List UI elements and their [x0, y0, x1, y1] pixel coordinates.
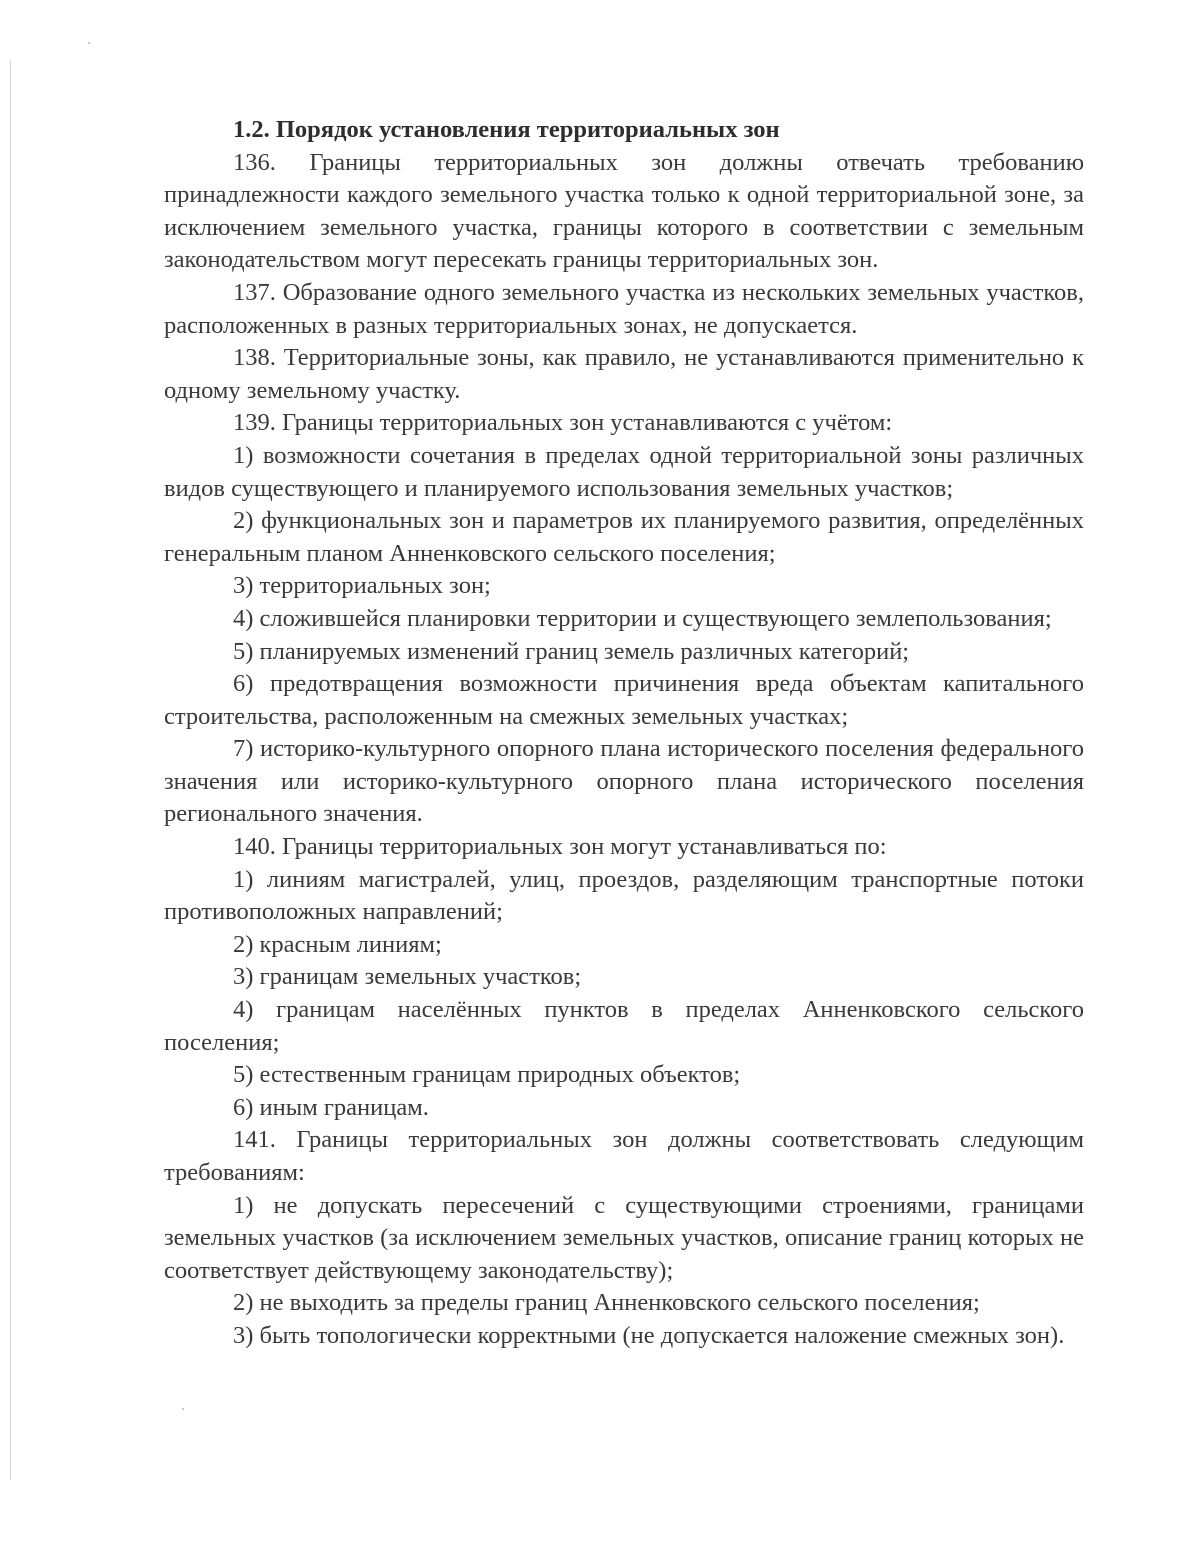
- list-item-139-1: 1) возможности сочетания в пределах одной территориальной зоны различных видов существующего и планируемого использования земельных участков;: [164, 441, 1084, 502]
- list-item-141-3: 3) быть топологически корректными (не допускается наложение смежных зон).: [233, 1321, 1065, 1349]
- list-item-140-2: 2) красным линиям;: [233, 930, 442, 958]
- list-item-140-4: 4) границам населённых пунктов в пределах Анненковского сельского поселения;: [164, 996, 1084, 1056]
- list-item-139-5: 5) планируемых изменений границ земель различных категорий;: [233, 637, 910, 665]
- list-item-139-2: 2) функциональных зон и параметров их планируемого развития, определённых генеральным планом Анненковского сельского поселения;: [164, 507, 1084, 567]
- list-item-140-3: 3) границам земельных участков;: [233, 963, 582, 991]
- list-item-140-1: 1) линиям магистралей, улиц, проездов, разделяющим транспортные потоки противоположных направлений;: [164, 865, 1084, 926]
- section-heading: 1.2. Порядок установления территориальных зон: [233, 116, 780, 143]
- document-body: [164, 114, 1084, 1353]
- paragraph-139: 139. Границы территориальных зон устанавливаются с учётом:: [233, 409, 893, 437]
- paragraph-140: 140. Границы территориальных зон могут устанавливаться по:: [233, 833, 887, 861]
- scan-speck: [88, 42, 90, 44]
- list-item-140-5: 5) естественным границам природных объектов;: [233, 1061, 741, 1089]
- list-item-139-4: 4) сложившейся планировки территории и существующего землепользования;: [233, 604, 1052, 632]
- scan-edge-line: [10, 60, 11, 1480]
- list-item-141-2: 2) не выходить за пределы границ Анненковского сельского поселения;: [233, 1289, 980, 1317]
- list-item-141-1: 1) не допускать пересечений с существующими строениями, границами земельных участков (за исключением земельных участков, описание границ которых не соответствует действующему законодательству);: [164, 1191, 1084, 1284]
- list-item-139-7: 7) историко-культурного опорного плана исторического поселения федерального значения или историко-культурного опорного плана исторического поселения регионального значения.: [164, 735, 1084, 828]
- list-item-139-6: 6) предотвращения возможности причинения вреда объектам капитального строительства, расположенным на смежных земельных участках;: [164, 670, 1084, 730]
- list-item-140-6: 6) иным границам.: [233, 1093, 429, 1121]
- paragraph-141: 141. Границы территориальных зон должны соответствовать следующим требованиям:: [164, 1126, 1084, 1186]
- paragraph-138: 138. Территориальные зоны, как правило, не устанавливаются применительно к одному земельному участку.: [164, 344, 1084, 404]
- paragraph-136: 136. Границы территориальных зон должны отвечать требованию принадлежности каждого земельного участка только к одной территориальной зоне, за исключением земельного участка, границы которого в соответствии с земельным законодательством могут пересекать границы территориальных зон.: [164, 148, 1084, 274]
- paragraph-137: 137. Образование одного земельного участка из нескольких земельных участков, расположенных в разных территориальных зонах, не допускается.: [164, 278, 1084, 339]
- list-item-139-3: 3) территориальных зон;: [233, 572, 491, 600]
- scan-speck: [182, 1408, 184, 1410]
